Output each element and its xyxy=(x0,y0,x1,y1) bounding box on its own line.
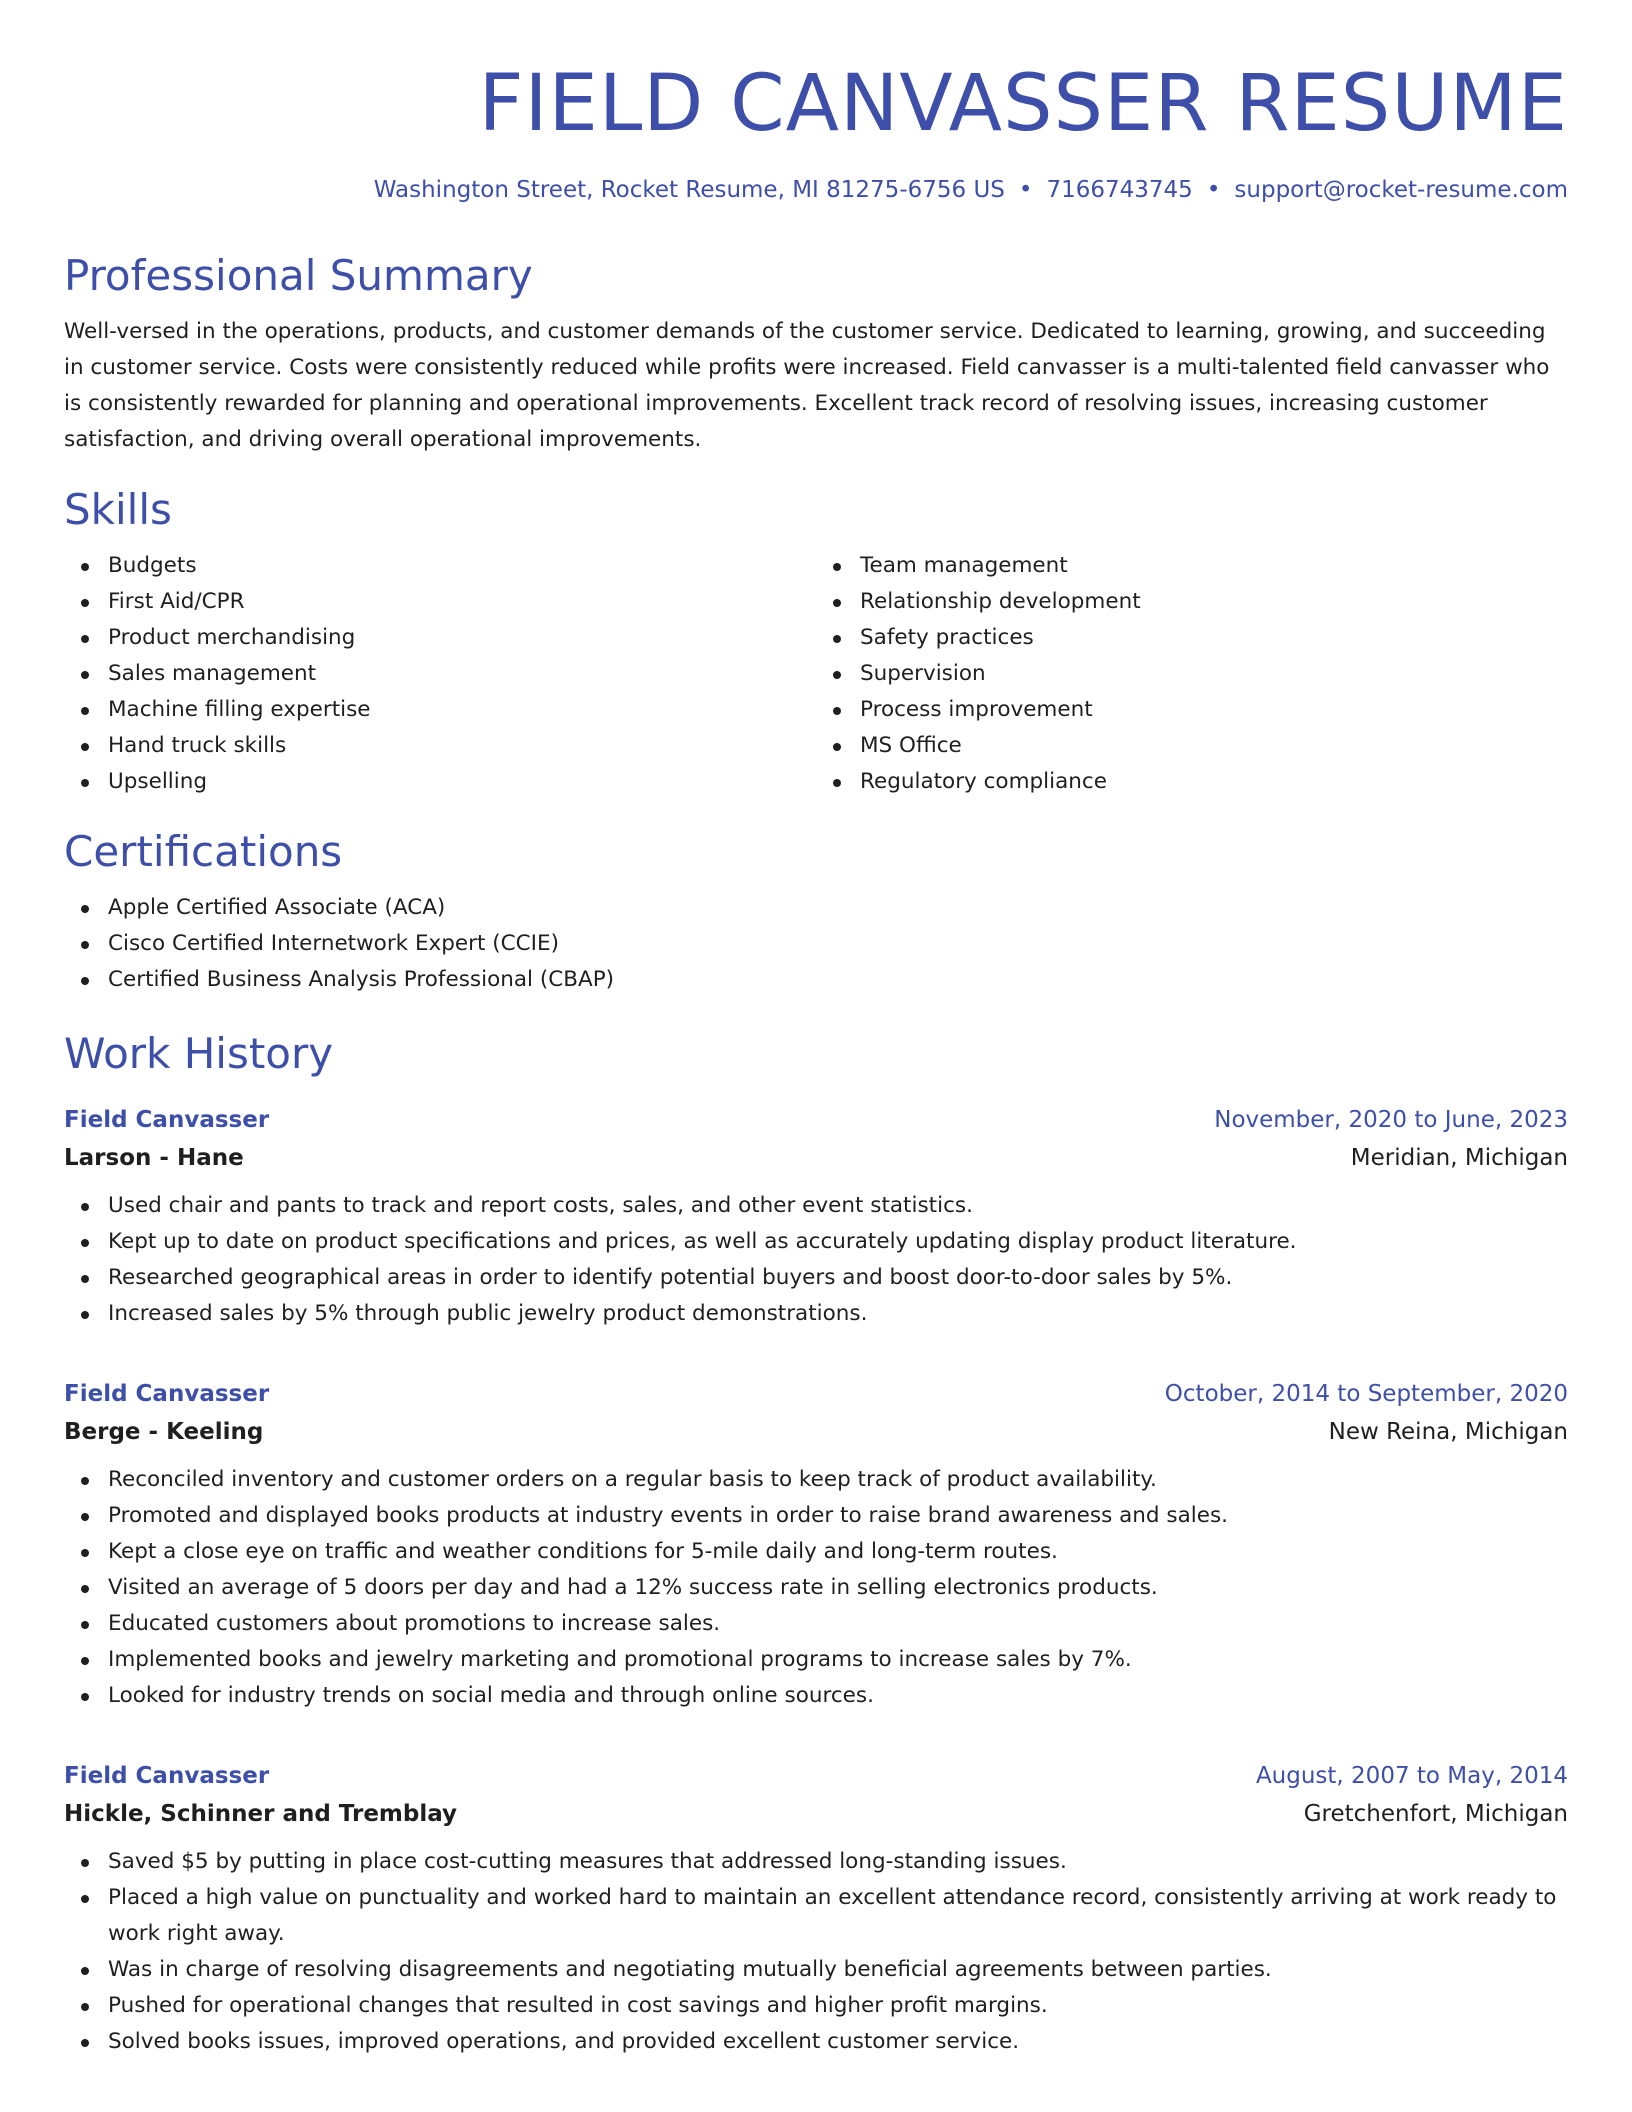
job-bullets xyxy=(64,1844,1568,2060)
job-bullet: Placed a high value on punctuality and worked hard to maintain an excellent attendance record, consistently arriving at work ready to work right away. xyxy=(108,1880,1568,1952)
job-entry xyxy=(64,1376,1568,1714)
skill-item: Budgets xyxy=(108,548,816,584)
job-bullets xyxy=(64,1462,1568,1714)
job-company-row xyxy=(64,1794,1568,1834)
job-entry xyxy=(64,1758,1568,2060)
job-bullet: Implemented books and jewelry marketing and promotional programs to increase sales by 7%. xyxy=(108,1642,1568,1678)
certification-item: Cisco Certified Internetwork Expert (CCIE) xyxy=(108,926,1568,962)
job-bullet: Solved books issues, improved operations, and provided excellent customer service. xyxy=(108,2024,1568,2060)
job-bullet: Saved $5 by putting in place cost-cutting measures that addressed long-standing issues. xyxy=(108,1844,1568,1880)
job-bullets xyxy=(64,1188,1568,1332)
job-bullet: Promoted and displayed books products at industry events in order to raise brand awareness and sales. xyxy=(108,1498,1568,1534)
job-company-row xyxy=(64,1412,1568,1452)
resume-title: FIELD CANVASSER RESUME xyxy=(478,59,1568,149)
contact-phone: 7166743745 xyxy=(1046,177,1193,203)
contact-line xyxy=(64,174,1568,206)
certifications-list xyxy=(64,890,1568,998)
skills-list-left xyxy=(64,548,816,800)
job-company: Hickle, Schinner and Tremblay xyxy=(64,1801,458,1827)
certifications-heading: Certifications xyxy=(64,827,343,876)
job-company-row xyxy=(64,1138,1568,1178)
job-bullet: Used chair and pants to track and report costs, sales, and other event statistics. xyxy=(108,1188,1568,1224)
job-bullet: Looked for industry trends on social media and through online sources. xyxy=(108,1678,1568,1714)
skill-item: MS Office xyxy=(860,728,1568,764)
skill-item: Safety practices xyxy=(860,620,1568,656)
skill-item: Supervision xyxy=(860,656,1568,692)
skills-list-right xyxy=(816,548,1568,800)
job-company: Larson - Hane xyxy=(64,1145,244,1171)
skills-columns xyxy=(64,548,1568,800)
job-header-row xyxy=(64,1102,1568,1138)
job-location: Meridian, Michigan xyxy=(1350,1145,1568,1171)
skill-item: Team management xyxy=(860,548,1568,584)
job-title: Field Canvasser xyxy=(64,1763,270,1789)
work-history-heading: Work History xyxy=(64,1029,334,1078)
skill-item: Product merchandising xyxy=(108,620,816,656)
summary-text: Well-versed in the operations, products, and customer demands of the customer service. Dedicated to learning, growing, and succeeding in customer service. Costs were consistently reduced while profits were increased. Field canvasser is a multi-talented field canvasser who is consistently rewarded for planning and operational improvements. Excellent track record of resolving issues, increasing customer satisfaction, and driving overall operational improvements. xyxy=(64,319,1550,452)
job-bullet: Was in charge of resolving disagreements and negotiating mutually beneficial agreements between parties. xyxy=(108,1952,1568,1988)
job-location: New Reina, Michigan xyxy=(1328,1419,1568,1445)
job-header-row xyxy=(64,1758,1568,1794)
summary-heading: Professional Summary xyxy=(64,251,533,300)
job-entry xyxy=(64,1102,1568,1332)
job-dates: November, 2020 to June, 2023 xyxy=(1214,1107,1568,1133)
job-bullet: Educated customers about promotions to increase sales. xyxy=(108,1606,1568,1642)
contact-separator: • xyxy=(1018,177,1033,203)
job-bullet: Researched geographical areas in order to identify potential buyers and boost door-to-door sales by 5%. xyxy=(108,1260,1568,1296)
job-dates: August, 2007 to May, 2014 xyxy=(1255,1763,1568,1789)
job-title: Field Canvasser xyxy=(64,1381,270,1407)
skill-item: Machine filling expertise xyxy=(108,692,816,728)
skill-item: Upselling xyxy=(108,764,816,800)
skill-item: Regulatory compliance xyxy=(860,764,1568,800)
skill-item: First Aid/CPR xyxy=(108,584,816,620)
certification-item: Apple Certified Associate (ACA) xyxy=(108,890,1568,926)
job-dates: October, 2014 to September, 2020 xyxy=(1164,1381,1568,1407)
skill-item: Sales management xyxy=(108,656,816,692)
job-bullet: Reconciled inventory and customer orders on a regular basis to keep track of product availability. xyxy=(108,1462,1568,1498)
skill-item: Hand truck skills xyxy=(108,728,816,764)
contact-email[interactable]: support@rocket-resume.com xyxy=(1234,177,1568,203)
job-bullet: Visited an average of 5 doors per day and had a 12% success rate in selling electronics products. xyxy=(108,1570,1568,1606)
skills-heading: Skills xyxy=(64,485,172,534)
job-bullet: Increased sales by 5% through public jewelry product demonstrations. xyxy=(108,1296,1568,1332)
job-bullet: Kept up to date on product specifications and prices, as well as accurately updating display product literature. xyxy=(108,1224,1568,1260)
job-header-row xyxy=(64,1376,1568,1412)
contact-address: Washington Street, Rocket Resume, MI 81275-6756 US xyxy=(373,177,1005,203)
skill-item: Process improvement xyxy=(860,692,1568,728)
job-company: Berge - Keeling xyxy=(64,1419,264,1445)
job-bullet: Pushed for operational changes that resulted in cost savings and higher profit margins. xyxy=(108,1988,1568,2024)
contact-separator: • xyxy=(1206,177,1221,203)
certification-item: Certified Business Analysis Professional (CBAP) xyxy=(108,962,1568,998)
skill-item: Relationship development xyxy=(860,584,1568,620)
job-title: Field Canvasser xyxy=(64,1107,270,1133)
job-location: Gretchenfort, Michigan xyxy=(1303,1801,1568,1827)
job-bullet: Kept a close eye on traffic and weather conditions for 5-mile daily and long-term routes. xyxy=(108,1534,1568,1570)
